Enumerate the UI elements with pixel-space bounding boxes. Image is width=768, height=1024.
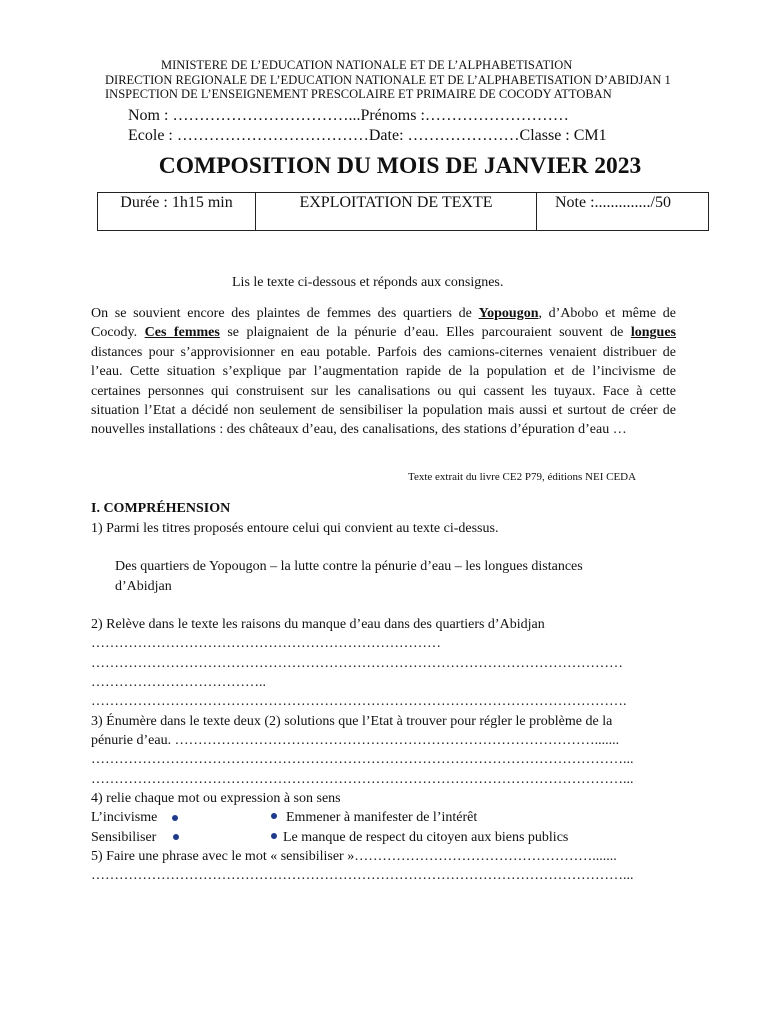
match-dot-right-2[interactable]	[271, 833, 277, 839]
match-meaning-2: Le manque de respect du citoyen aux biens publics	[283, 830, 569, 845]
question-3: 3) Énumère dans le texte deux (2) solutions que l’Etat à trouver pour régler le problème de la	[91, 714, 613, 729]
answer-line: ……………………………………………………………………………………………………...	[91, 868, 634, 883]
inspection-line: INSPECTION DE L’ENSEIGNEMENT PRESCOLAIRE ET PRIMAIRE DE COCODY ATTOBAN	[105, 87, 612, 101]
match-dot-right-1[interactable]	[271, 813, 277, 819]
subject-cell: EXPLOITATION DE TEXTE	[256, 193, 537, 230]
question-1-options-cont: d’Abidjan	[115, 579, 172, 594]
question-2: 2) Relève dans le texte les raisons du manque d’eau dans des quartiers d’Abidjan	[91, 617, 545, 632]
exam-info-table	[97, 192, 709, 231]
answer-line: …………………………………………………………………………………………………….	[91, 694, 627, 709]
answer-line: ……………………………………………………………………………………………………	[91, 656, 623, 671]
note-cell: Note :............../50	[555, 194, 671, 211]
question-3-cont: pénurie d’eau. ……………………………………………………………………………….......	[91, 733, 620, 748]
section-heading: I. COMPRÉHENSION	[91, 501, 231, 516]
exam-title: COMPOSITION DU MOIS DE JANVIER 2023	[158, 153, 642, 179]
answer-line: ……………………………………………………………………………………………………...	[91, 772, 634, 787]
underlined-ces-femmes: Ces femmes	[144, 325, 220, 341]
match-dot-left-2[interactable]	[173, 834, 179, 840]
question-5: 5) Faire une phrase avec le mot « sensibiliser »…………………………………………….......	[91, 849, 617, 864]
question-4: 4) relie chaque mot ou expression à son sens	[91, 791, 341, 806]
question-1: 1) Parmi les titres proposés entoure celui qui convient au texte ci-dessus.	[91, 521, 499, 536]
match-dot-left-1[interactable]	[172, 815, 178, 821]
underlined-yopougon: Yopougon	[478, 306, 539, 321]
answer-line: ……………………………………………………………………………………………………...	[91, 752, 634, 767]
reading-passage: On se souvient encore des plaintes de femmes des quartiers de Yopougon, d’Abobo et même de Cocody. Ces femmes se plaignaient de la pénurie d’eau. Elles parcouraient souvent de longues distances pour s’approvisionner en eau potable. Parfois des camions-citernes venaient distribuer de l’eau. Cette situation s’explique par l’augmentation rapide de la population et de l’incivisme de certaines personnes qui construisent sur les canalisations ou qui cassent les tuyaux. Face à cette situation l’Etat a décidé non seulement de sensibiliser la population mais aussi et surtout de créer de nouvelles installations : des châteaux d’eau, des canalisations, des stations d’épuration d’eau …	[91, 306, 676, 438]
match-word-2: Sensibiliser	[91, 830, 157, 845]
school-field-line: Ecole : ………………………………Date: …………………Classe : CM1	[128, 127, 607, 144]
match-meaning-1: Emmener à manifester de l’intérêt	[286, 810, 478, 825]
name-field-line: Nom : ……………………………...Prénoms :………………………	[128, 107, 569, 124]
duration-cell: Durée : 1h15 min	[98, 193, 256, 230]
instruction: Lis le texte ci-dessous et réponds aux consignes.	[232, 275, 504, 290]
answer-line: ………………………………..	[91, 675, 266, 690]
ministry-line: MINISTERE DE L’EDUCATION NATIONALE ET DE L’ALPHABETISATION	[161, 58, 573, 72]
answer-line: …………………………………………………………………	[91, 636, 441, 651]
regional-direction-line: DIRECTION REGIONALE DE L’EDUCATION NATIONALE ET DE L’ALPHABETISATION D’ABIDJAN 1	[105, 73, 671, 87]
source-credit: Texte extrait du livre CE2 P79, éditions NEI CEDA	[408, 471, 637, 483]
underlined-longues: longues	[630, 325, 676, 341]
match-word-1: L’incivisme	[91, 810, 158, 825]
question-1-options: Des quartiers de Yopougon – la lutte contre la pénurie d’eau – les longues distances	[115, 559, 583, 574]
